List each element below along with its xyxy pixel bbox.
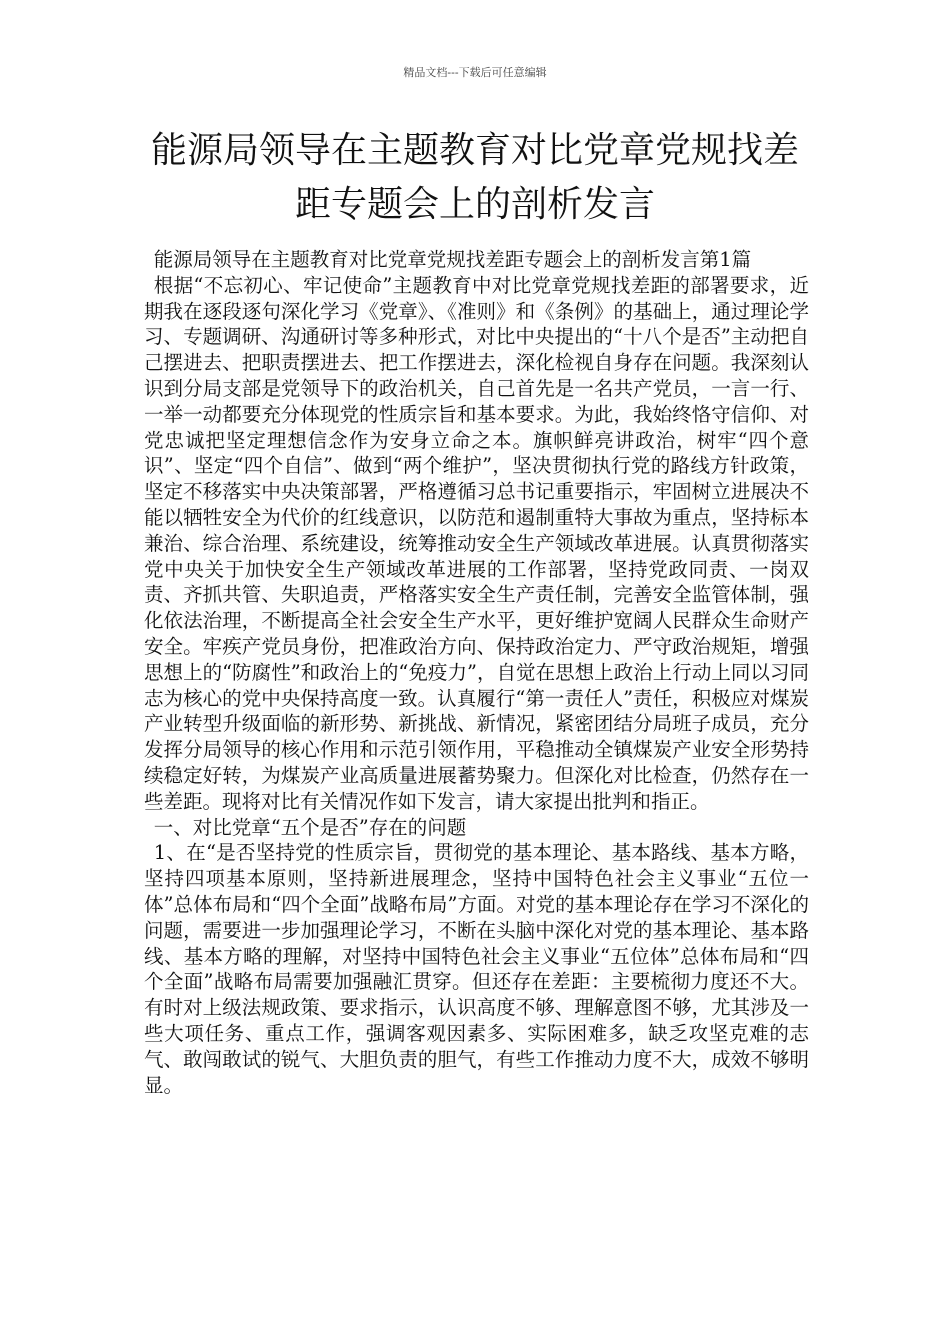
document-title — [140, 124, 810, 232]
title-line-1: 能源局领导在主题教育对比党章党规找差 — [150, 130, 799, 171]
title-line-2: 距专题会上的剖析发言 — [294, 184, 655, 225]
paragraph-intro: 根据“不忘初心、牢记使命”主题教育中对比党章党规找差距的部署要求，近期我在逐段逐句深化学习《党章》、《准则》和《条例》的基础上，通过理论学习、专题调研、沟通研讨等多种形式，对比中央提出的“十八个是否”主动把自己摆进去、把职责摆进去、把工作摆进去，深化检视自身存在问题。我深刻认识到分局支部是党领导下的政治机关，自己首先是一名共产党员，一言一行、一举一动都要充分体现党的性质宗旨和基本要求。为此，我始终恪守信仰、对党忠诚把坚定理想信念作为安身立命之本。旗帜鲜亮讲政治，树牢“四个意识”、坚定“四个自信”、做到“两个维护”，坚决贯彻执行党的路线方针政策，坚定不移落实中央决策部署，严格遵循习总书记重要指示，牢固树立进展决不能以牺牲安全为代价的红线意识，以防范和遏制重特大事故为重点，坚持标本兼治、综合治理、系统建设，统筹推动安全生产领域改革进展。认真贯彻落实党中央关于加快安全生产领域改革进展的工作部署，坚持党政同责、一岗双责、齐抓共管、失职追责，严格落实安全生产责任制，完善安全监管体制，强化依法治理，不断提高全社会安全生产水平，更好维护宽阔人民群众生命财产安全。牢疾产党员身份，把准政治方向、保持政治定力、严守政治规矩，增强思想上的“防腐性”和政治上的“免疫力”，自觉在思想上政治上行动上同以习同志为核心的党中央保持高度一致。认真履行“第一责任人”责任，积极应对煤炭产业转型升级面临的新形势、新挑战、新情况，紧密团结分局班子成员，充分发挥分局领导的核心作用和示范引领作用，平稳推动全镇煤炭产业安全形势持续稳定好转，为煤炭产业高质量进展蓄势聚力。但深化对比检查，仍然存在一些差距。现将对比有关情况作如下发言，请大家提出批判和指正。 — [144, 273, 809, 813]
header-note: 精品文档---下载后可任意编辑 — [403, 66, 547, 79]
article-subtitle: 能源局领导在主题教育对比党章党规找差距专题会上的剖析发言第1篇 — [153, 248, 752, 271]
document-body — [144, 247, 809, 1098]
section-heading: 一、对比党章“五个是否”存在的问题 — [153, 815, 467, 839]
paragraph-item-1: 1、在“是否坚持党的性质宗旨，贯彻党的基本理论、基本路线、基本方略，坚持四项基本原则，坚持新进展理念，坚持中国特色社会主义事业“五位一体”总体布局和“四个全面”战略布局”方面。对党的基本理论存在学习不深化的问题，需要进一步加强理论学习，不断在头脑中深化对党的基本理论、基本路线、基本方略的理解，对坚持中国特色社会主义事业“五位体”总体布局和“四个全面”战略布局需要加强融汇贯穿。但还存在差距：主要梳彻力度还不大。有时对上级法规政策、要求指示，认识高度不够、理解意图不够，尤其涉及一些大项任务、重点工作，强调客观因素多、实际困难多，缺乏攻坚克难的志气、敢闯敢试的锐气、大胆负责的胆气，有些工作推动力度不大，成效不够明显。 — [144, 841, 809, 1097]
